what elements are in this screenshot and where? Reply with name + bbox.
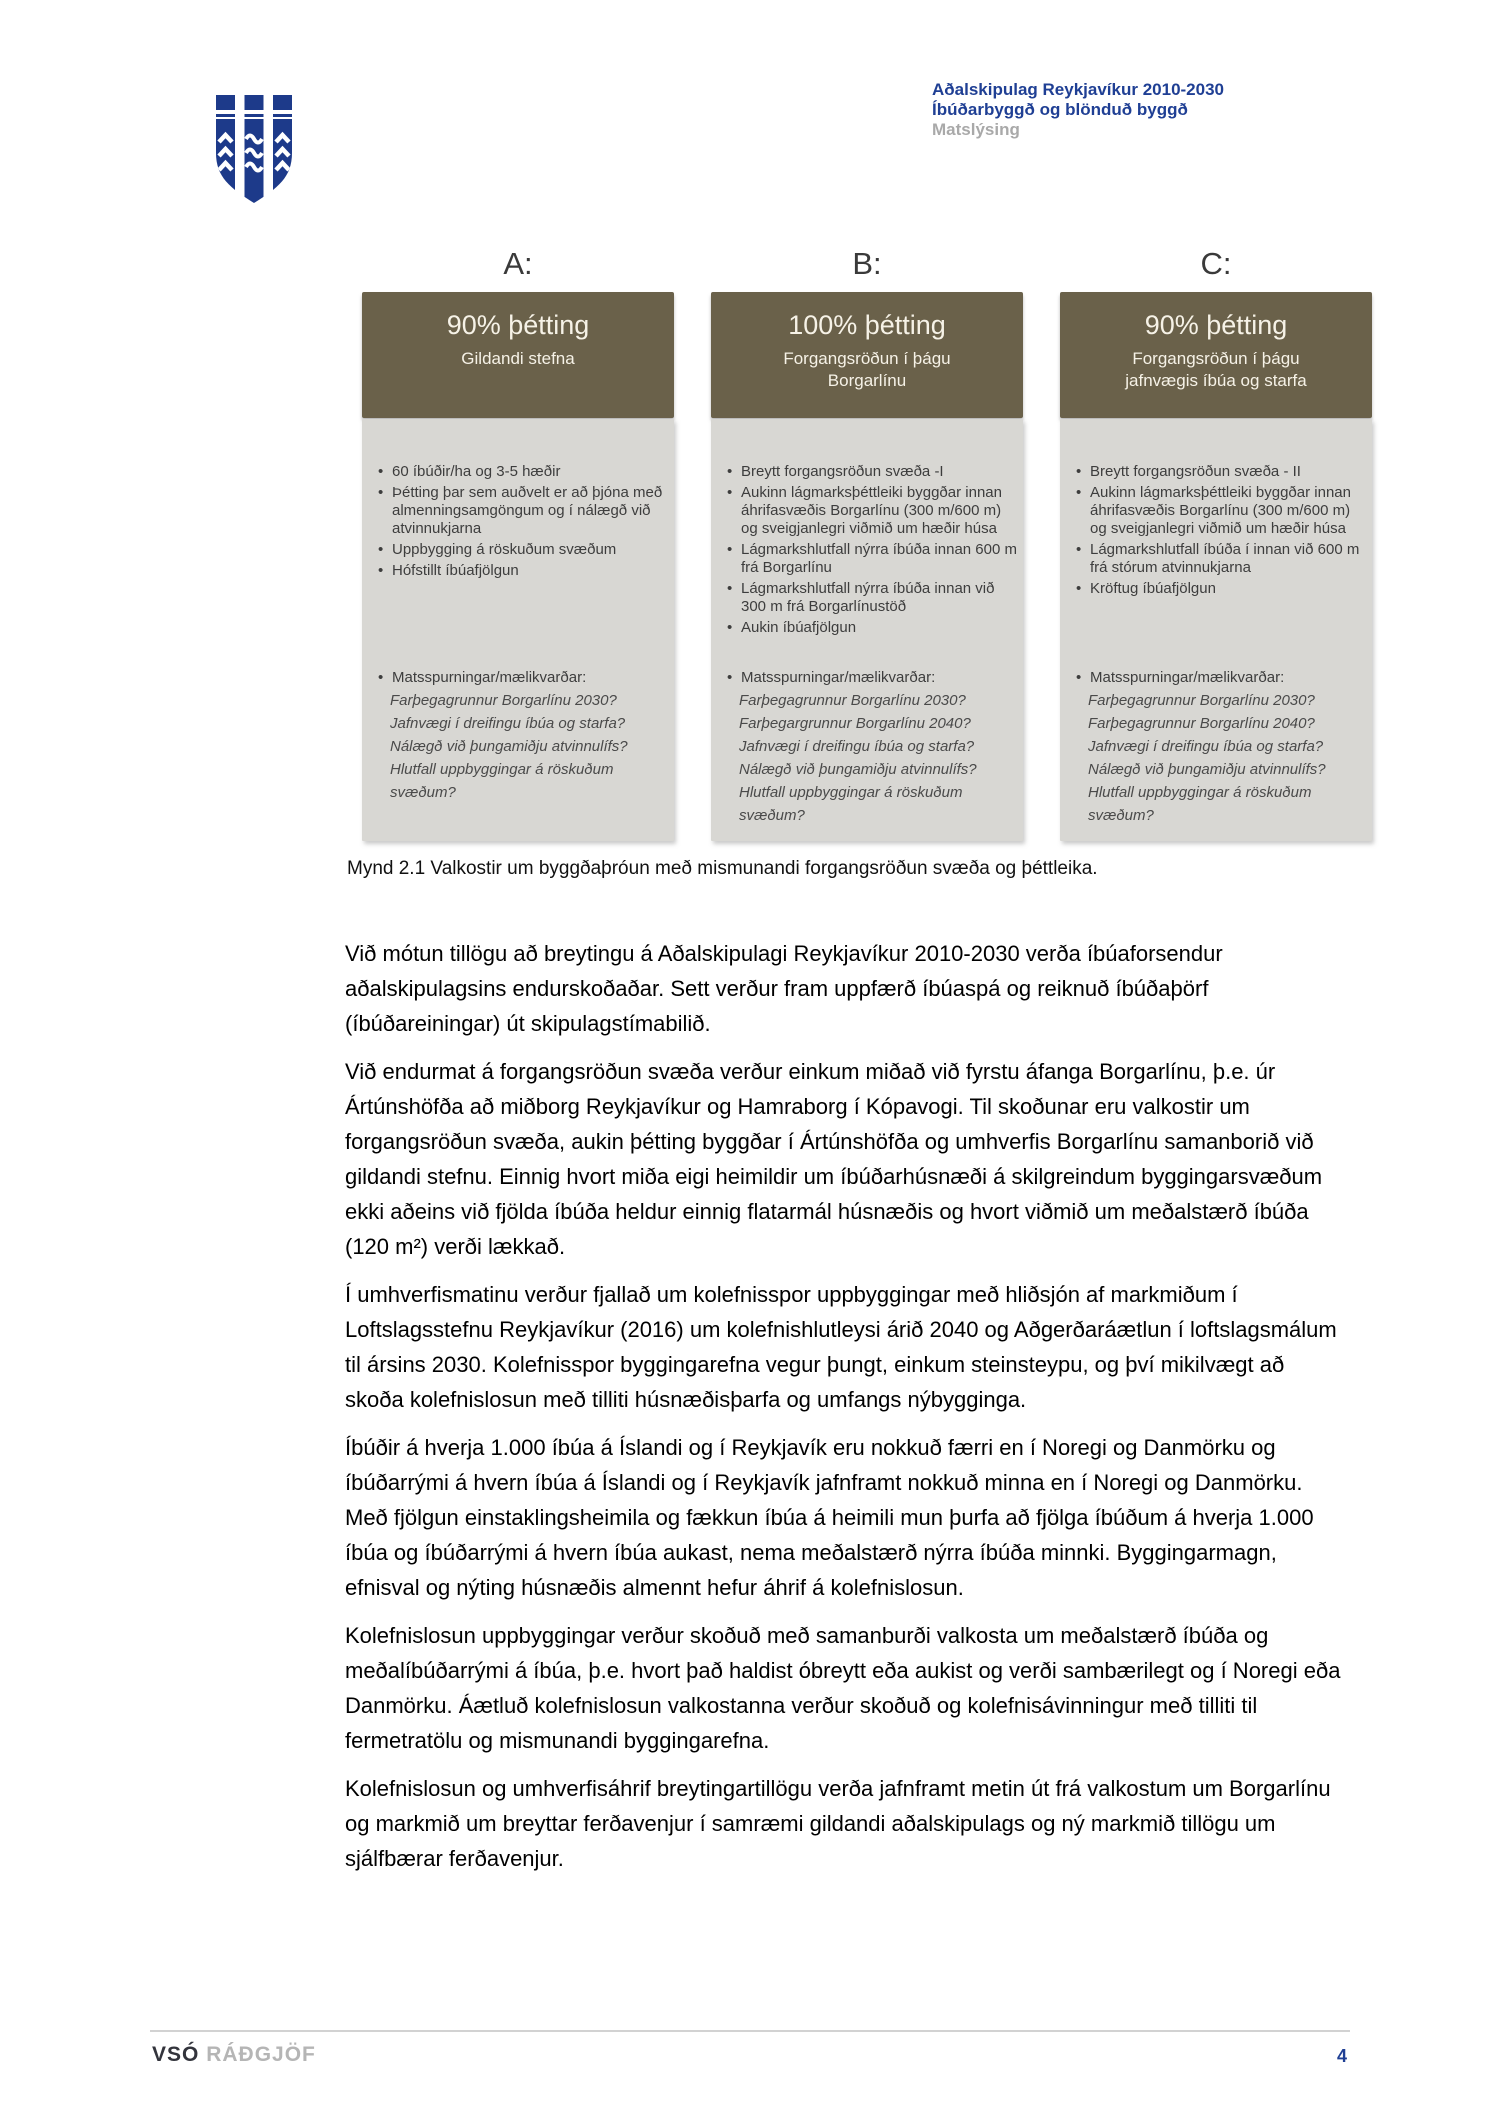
shield-icon xyxy=(216,95,292,203)
question-item: Farþegargrunnur Borgarlínu 2040? xyxy=(739,715,971,732)
column-header-b xyxy=(711,292,1023,418)
option-column-c xyxy=(1060,243,1372,841)
question-item: Hlutfall uppbyggingar á röskuðum svæðum? xyxy=(390,761,614,801)
paragraph: Í umhverfismatinu verður fjallað um kolefnisspor uppbyggingar með hliðsjón af markmiðum í Loftslagsstefnu Reykjavíkur (2016) um kolefnishlutleysi árið 2040 og Aðgerðaráætlun í loftslagsmálum til ársins 2030. Kolefnisspor byggingarefna vegur þungt, einkum steinsteypu, og því mikilvægt að skoða kolefnislosun með tilliti húsnæðisþarfa og umfangs nýbygginga. xyxy=(345,1282,1337,1412)
questions-label: • Matsspurningar/mælikvarðar: xyxy=(727,666,1017,689)
bullet-item: • Breytt forgangsröðun svæða - II xyxy=(1076,463,1366,481)
bullet-item: • Lágmarkshlutfall nýrra íbúða innan við 300 m frá Borgarlínustöð xyxy=(727,580,1017,616)
figure-options xyxy=(362,243,1372,841)
column-body-c xyxy=(1060,419,1372,841)
question-item: Farþegagrunnur Borgarlínu 2030? xyxy=(1088,692,1315,709)
brand-name-primary: VSÓ xyxy=(152,2043,200,2066)
question-item: Farþegagrunnur Borgarlínu 2030? xyxy=(390,692,617,709)
footer-brand xyxy=(152,2043,316,2067)
header-doc-type: Matslýsing xyxy=(932,120,1020,139)
question-item: Jafnvægi í dreifingu íbúa og starfa? xyxy=(1088,738,1324,755)
question-item: Jafnvægi í dreifingu íbúa og starfa? xyxy=(390,715,626,732)
body-text xyxy=(345,936,1347,1889)
column-header-c xyxy=(1060,292,1372,418)
page-number: 4 xyxy=(1336,2046,1347,2066)
reykjavik-coat-of-arms-logo xyxy=(216,95,292,208)
bullet-item: • 60 íbúðir/ha og 3-5 hæðir xyxy=(378,463,668,481)
column-label-a: A: xyxy=(503,246,533,281)
bullet-item: • Aukinn lágmarksþéttleiki byggðar innan áhrifasvæðis Borgarlínu (300 m/600 m) og sveigjanlegri viðmið um hæðir húsa xyxy=(1076,484,1366,538)
bullet-item: • Kröftug íbúafjölgun xyxy=(1076,580,1366,598)
column-label-c: C: xyxy=(1200,246,1232,281)
column-body-a xyxy=(362,419,674,841)
column-subtitle: Gildandi stefna xyxy=(461,349,575,368)
column-subtitle: Forgangsröðun í þágu jafnvægis íbúa og starfa xyxy=(1125,349,1307,390)
question-item: Hlutfall uppbyggingar á röskuðum svæðum? xyxy=(1088,784,1312,824)
question-item: Nálægð við þungamiðju atvinnulífs? xyxy=(1088,761,1326,778)
column-title: 100% þétting xyxy=(788,310,946,340)
bullet-item: • Hófstillt íbúafjölgun xyxy=(378,562,668,580)
bullet-item: • Aukinn lágmarksþéttleiki byggðar innan áhrifasvæðis Borgarlínu (300 m/600 m) og sveigjanlegri viðmið um hæðir húsa xyxy=(727,484,1017,538)
questions-block xyxy=(378,666,668,804)
question-item: Farþegagrunnur Borgarlínu 2030? xyxy=(739,692,966,709)
option-column-a xyxy=(362,243,674,841)
questions-label: • Matsspurningar/mælikvarðar: xyxy=(378,666,668,689)
footer-divider xyxy=(150,2030,1350,2032)
paragraph: Íbúðir á hverja 1.000 íbúa á Íslandi og í Reykjavík eru nokkuð færri en í Noregi og Danmörku og íbúðarrými á hvern íbúa á Íslandi og í Reykjavík jafnframt nokkuð minna en í Noregi og Danmörku. Með fjölgun einstaklingsheimila og fækkun íbúa á heimili mun þurfa að fjölga íbúðum á hverja 1.000 íbúa og íbúðarrými á hvern íbúa aukast, nema meðalstærð nýrra íbúða minnki. Byggingarmagn, efnisval og nýting húsnæðis almennt hefur áhrif á kolefnislosun. xyxy=(345,1435,1314,1600)
bullet-list xyxy=(378,463,668,580)
bullet-item: • Þétting þar sem auðvelt er að þjóna með almenningsamgöngum og í nálægð við atvinnukjarna xyxy=(378,484,668,538)
question-item: Nálægð við þungamiðju atvinnulífs? xyxy=(390,738,628,755)
column-body-b xyxy=(711,419,1023,841)
column-title: 90% þétting xyxy=(1144,310,1288,340)
column-header-a xyxy=(362,292,674,418)
questions-block xyxy=(1076,666,1366,827)
bullet-item: • Lágmarkshlutfall nýrra íbúða innan 600 m frá Borgarlínu xyxy=(727,541,1017,577)
document-header xyxy=(932,80,1224,140)
paragraph: Kolefnislosun og umhverfisáhrif breytingartillögu verða jafnframt metin út frá valkostum um Borgarlínu og markmið um breyttar ferðavenjur í samræmi gildandi aðalskipulags og ný markmið tillögu um sjálfbærar ferðavenjur. xyxy=(345,1776,1331,1871)
bullet-item: • Lágmarkshlutfall íbúða í innan við 600 m frá stórum atvinnukjarna xyxy=(1076,541,1366,577)
brand-name-secondary: RÁÐGJÖF xyxy=(206,2043,316,2066)
bullet-list xyxy=(1076,463,1366,598)
header-title: Aðalskipulag Reykjavíkur 2010-2030 xyxy=(932,80,1224,99)
header-subtitle: Íbúðarbyggð og blönduð byggð xyxy=(932,100,1188,119)
column-label-b: B: xyxy=(852,246,882,281)
bullet-item: • Uppbygging á röskuðum svæðum xyxy=(378,541,668,559)
question-item: Jafnvægi í dreifingu íbúa og starfa? xyxy=(739,738,975,755)
column-title: 90% þétting xyxy=(446,310,590,340)
question-item: Hlutfall uppbyggingar á röskuðum svæðum? xyxy=(739,784,963,824)
paragraph: Við endurmat á forgangsröðun svæða verður einkum miðað við fyrstu áfanga Borgarlínu, þ.e. úr Ártúnshöfða að miðborg Reykjavíkur og Hamraborg í Kópavogi. Til skoðunar eru valkostir um forgangsröðun svæða, aukin þétting byggðar í Ártúnshöfða og umhverfis Borgarlínu samanborið við gildandi stefnu. Einnig hvort miða eigi heimildir um íbúðarhúsnæði á skilgreindum byggingarsvæðum ekki aðeins við fjölda íbúða heldur einnig flatarmál húsnæðis og hvort viðmið um meðalstærð íbúða (120 m²) verði lækkað. xyxy=(345,1059,1323,1259)
column-subtitle: Forgangsröðun í þágu Borgarlínu xyxy=(783,349,951,390)
questions-block xyxy=(727,666,1017,827)
figure-caption: Mynd 2.1 Valkostir um byggðaþróun með mismunandi forgangsröðun svæða og þéttleika. xyxy=(347,858,1098,879)
question-item: Nálægð við þungamiðju atvinnulífs? xyxy=(739,761,977,778)
bullet-item: • Breytt forgangsröðun svæða -I xyxy=(727,463,1017,481)
question-item: Farþegagrunnur Borgarlínu 2040? xyxy=(1088,715,1315,732)
questions-label: • Matsspurningar/mælikvarðar: xyxy=(1076,666,1366,689)
option-column-b xyxy=(711,243,1023,841)
paragraph: Kolefnislosun uppbyggingar verður skoðuð með samanburði valkosta um meðalstærð íbúða og meðalíbúðarrými á íbúa, þ.e. hvort það haldist óbreytt eða aukist og verði sambærilegt og í Noregi eða Danmörku. Áætluð kolefnislosun valkostanna verður skoðuð og kolefnisávinningur með tilliti til fermetratölu og mismunandi byggingarefna. xyxy=(345,1623,1341,1753)
paragraph: Við mótun tillögu að breytingu á Aðalskipulagi Reykjavíkur 2010-2030 verða íbúaforsendur aðalskipulagsins endurskoðaðar. Sett verður fram uppfærð íbúaspá og reiknuð íbúðaþörf (íbúðareiningar) út skipulagstímabilið. xyxy=(345,941,1223,1036)
bullet-item: • Aukin íbúafjölgun xyxy=(727,619,1017,637)
bullet-list xyxy=(727,463,1017,637)
